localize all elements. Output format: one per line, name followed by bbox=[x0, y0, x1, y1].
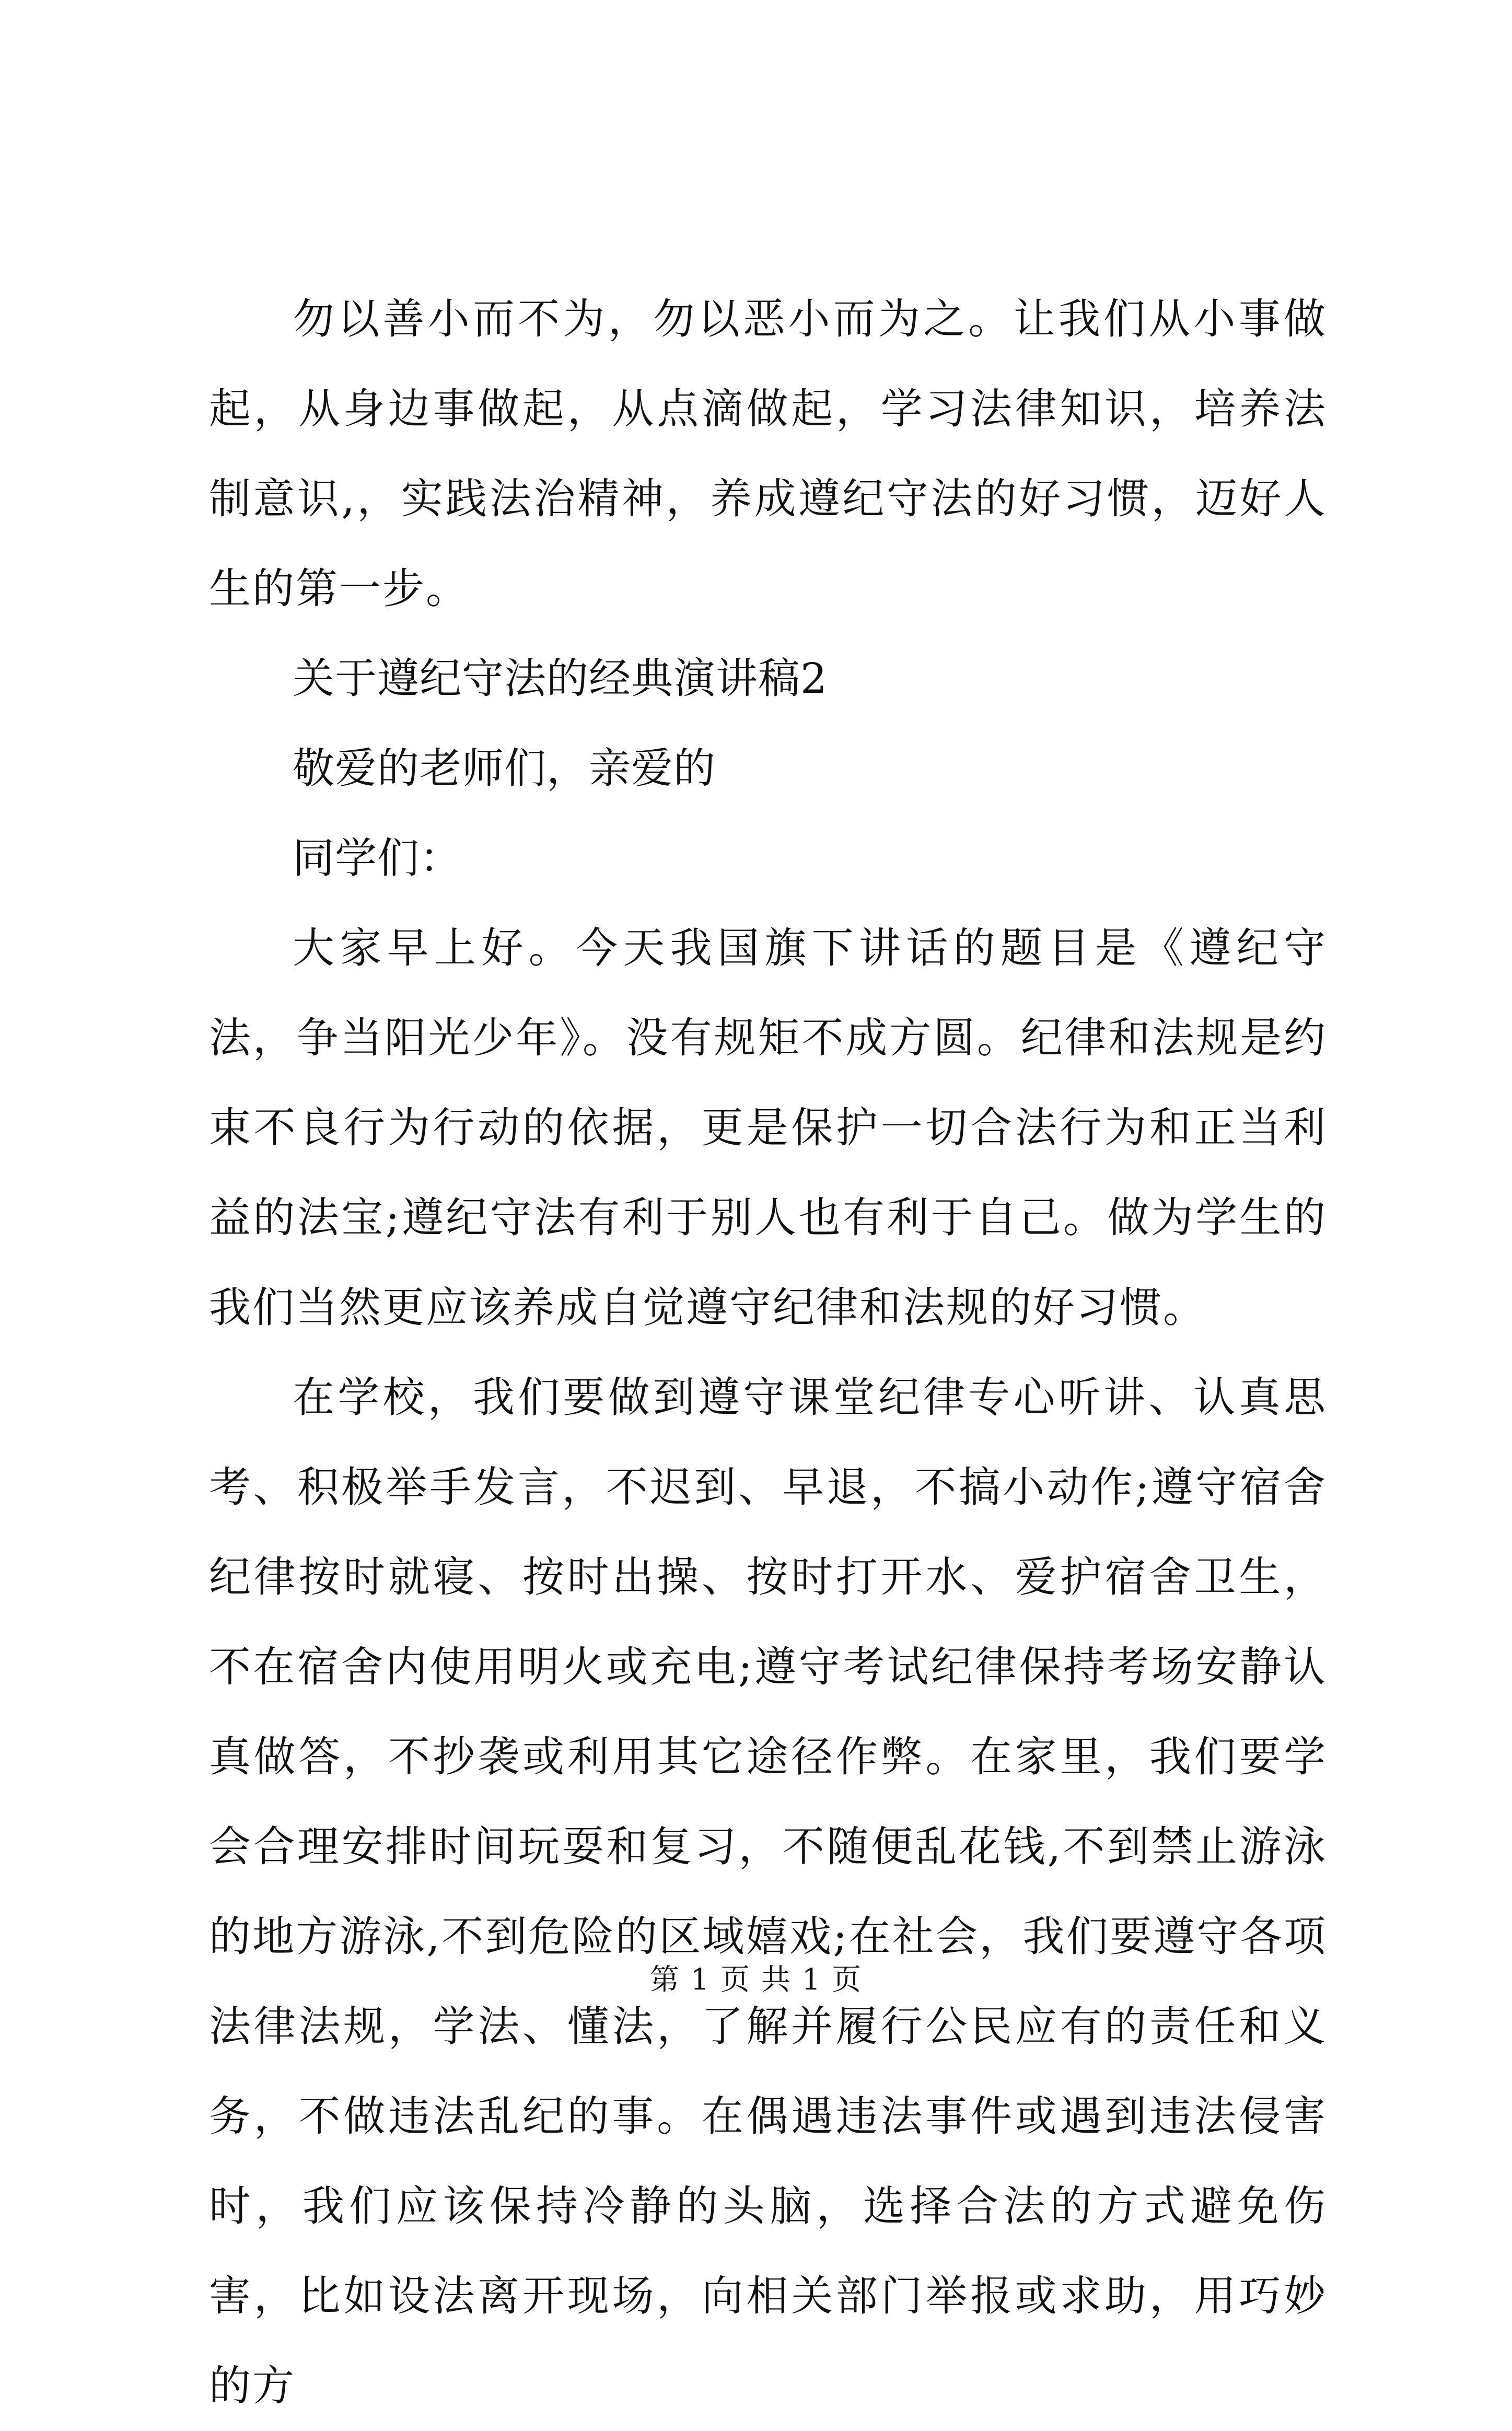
document-body bbox=[209, 274, 1327, 2431]
salutation-students: 同学们： bbox=[293, 834, 462, 882]
speech-title: 关于遵纪守法的经典演讲稿2 bbox=[293, 654, 828, 703]
salutation-teachers: 敬爱的老师们，亲爱的 bbox=[293, 744, 716, 793]
paragraph-opening: 大家早上好。今天我国旗下讲话的题目是《遵纪守法，争当阳光少年》。没有规矩不成方圆。纪律和法规是约束不良行为行动的依据，更是保护一切合法行为和正当利益的法宝;遵纪守法有利于别人也有利于自己。做为学生的我们当然更应该养成自觉遵守纪律和法规的好习惯。 bbox=[209, 924, 1327, 1332]
paragraph-school-home-society: 在学校，我们要做到遵守课堂纪律专心听讲、认真思考、积极举手发言，不迟到、早退，不搞小动作;遵守宿舍纪律按时就寝、按时出操、按时打开水、爱护宿舍卫生，不在宿舍内使用明火或充电;遵守考试纪律保持考场安静认真做答，不抄袭或利用其它途径作弊。在家里，我们要学会合理安排时间玩耍和复习，不随便乱花钱,不到禁止游泳的地方游泳,不到危险的区域嬉戏;在社会，我们要遵守各项法律法规，学法、懂法，了解并履行公民应有的责任和义务，不做违法乱纪的事。在偶遇违法事件或遇到违法侵害时，我们应该保持冷静的头脑，选择合法的方式避免伤害，比如设法离开现场，向相关部门举报或求助，用巧妙的方 bbox=[209, 1373, 1327, 2410]
page-footer: 第 1 页 共 1 页 bbox=[649, 1963, 863, 1997]
paragraph-intro: 勿以善小而不为，勿以恶小而为之。让我们从小事做起，从身边事做起，从点滴做起，学习法律知识，培养法制意识,，实践法治精神，养成遵纪守法的好习惯，迈好人生的第一步。 bbox=[209, 295, 1327, 613]
